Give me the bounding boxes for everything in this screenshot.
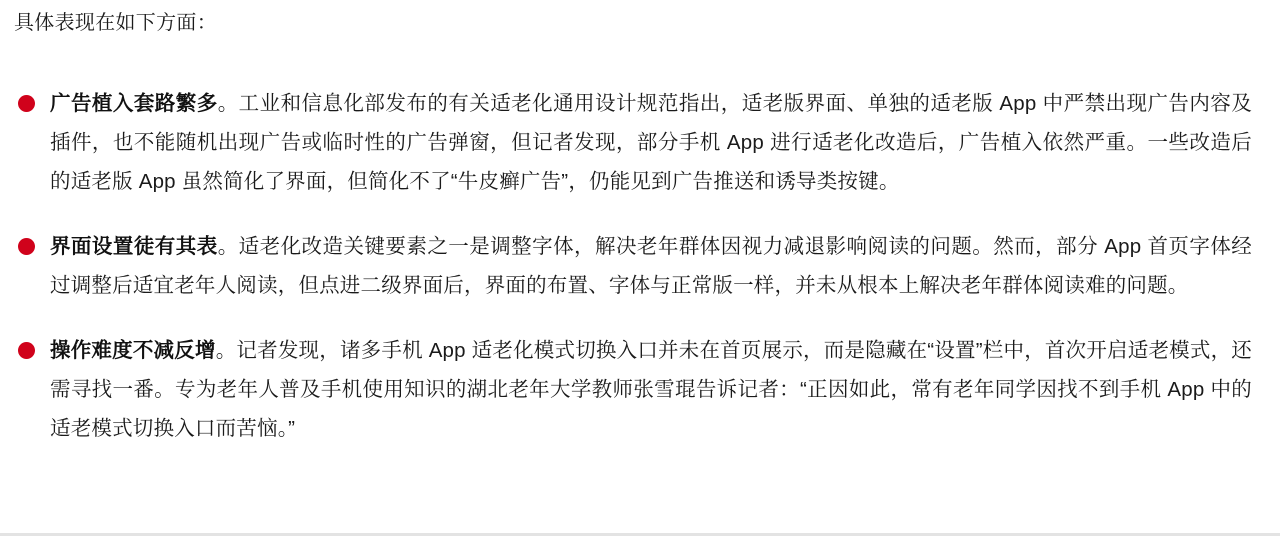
bullet-dot-icon	[18, 238, 35, 255]
list-item-paragraph	[50, 331, 1252, 448]
list-item-body: 。记者发现，诸多手机 App 适老化模式切换入口并未在首页展示，而是隐藏在“设置”栏中，首次开启适老模式，还需寻找一番。专为老年人普及手机使用知识的湖北老年大学教师张雪琨告诉记者：“正因如此，常有老年同学因找不到手机 App 中的适老模式切换入口而苦恼。”	[50, 339, 1252, 440]
intro-paragraph: 具体表现在如下方面：	[14, 12, 217, 34]
list-item-paragraph	[50, 227, 1252, 305]
list-item-heading: 广告植入套路繁多	[50, 92, 218, 115]
bullet-dot-icon	[18, 95, 35, 112]
list-item-paragraph	[50, 84, 1252, 201]
bullet-list	[14, 84, 1252, 448]
list-item	[14, 331, 1252, 448]
list-item-body: 。适老化改造关键要素之一是调整字体，解决老年群体因视力减退影响阅读的问题。然而，部分 App 首页字体经过调整后适宜老年人阅读，但点进二级界面后，界面的布置、字体与正常版一样，并未从根本上解决老年群体阅读难的问题。	[50, 235, 1253, 297]
list-item	[14, 84, 1252, 201]
bullet-dot-icon	[18, 342, 35, 359]
list-item	[14, 227, 1252, 305]
list-item-heading: 界面设置徒有其表	[50, 235, 218, 258]
list-item-heading: 操作难度不减反增	[50, 339, 216, 362]
list-item-body: 。工业和信息化部发布的有关适老化通用设计规范指出，适老版界面、单独的适老版 App 中严禁出现广告内容及插件，也不能随机出现广告或临时性的广告弹窗，但记者发现，部分手机 App 进行适老化改造后，广告植入依然严重。一些改造后的适老版 App 虽然简化了界面，但简化不了“牛皮癣广告”，仍能见到广告推送和诱导类按键。	[50, 92, 1253, 193]
